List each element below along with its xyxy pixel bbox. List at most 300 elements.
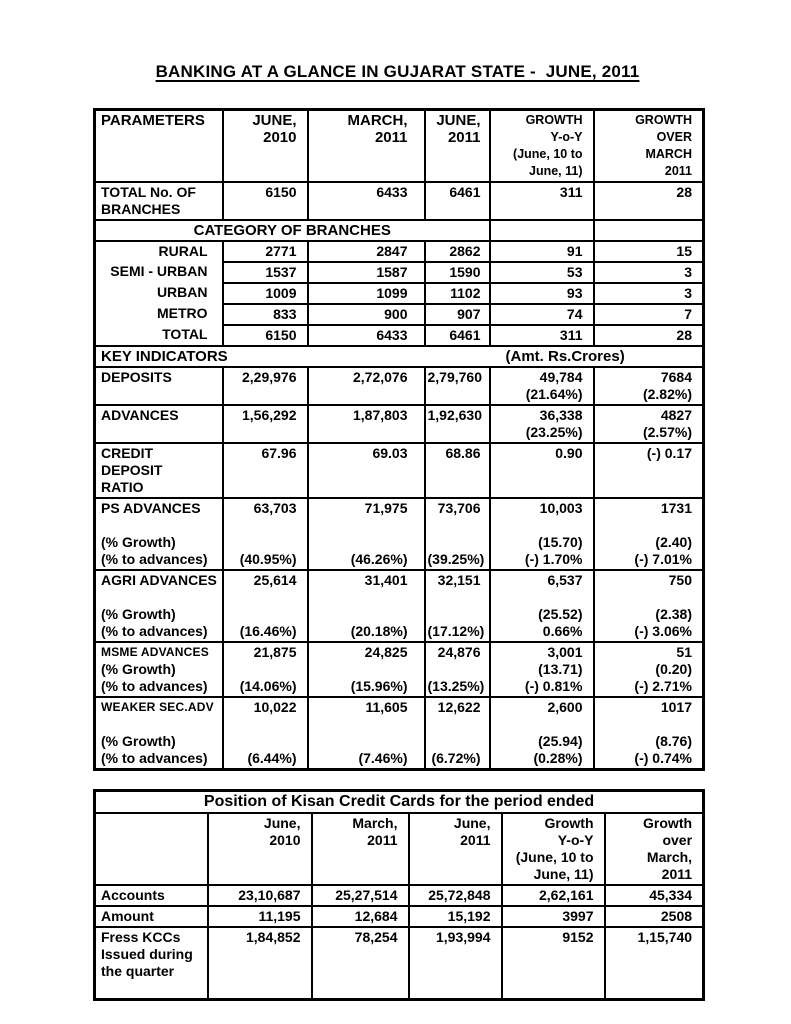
table-cell: [308, 283, 425, 304]
column-header-text: (June, 10 to: [515, 849, 594, 865]
row-label-text: PS ADVANCES: [101, 500, 201, 516]
section-header-text: KEY INDICATORS: [101, 348, 228, 365]
table-cell: [308, 262, 425, 283]
table-cell: [208, 906, 312, 927]
cell-value: 53: [566, 264, 583, 280]
column-header-text: over: [662, 832, 693, 848]
cell-value: 907: [457, 306, 481, 322]
column-header-text: June,: [453, 815, 491, 831]
cell-value: [226, 606, 297, 623]
table-cell: [308, 570, 425, 642]
column-header: [502, 813, 605, 885]
row-msme-advances: [95, 642, 704, 697]
cell-value: 15,192: [447, 908, 491, 924]
cell-value: 3,001: [547, 644, 583, 660]
cell-value: (14.06%): [239, 678, 297, 694]
column-header-text: June, 11): [529, 164, 583, 178]
header-row: [95, 813, 704, 885]
row-semi-urban: [95, 262, 704, 283]
column-header-text: MARCH,: [347, 112, 408, 129]
cell-value: (0.20): [655, 661, 692, 677]
table-cell: [308, 498, 425, 570]
cell-value: 1,15,740: [637, 929, 693, 945]
cell-value: (13.71): [538, 661, 583, 677]
cell-value: 2847: [376, 243, 408, 259]
cell-value: (46.26%): [350, 551, 408, 567]
column-header: [605, 813, 704, 885]
cell-value: 74: [566, 306, 583, 322]
row-label-text: Fress KCCs: [101, 929, 181, 945]
row-urban: [95, 283, 704, 304]
cell-value: 1537: [265, 264, 297, 280]
cell-value: [428, 716, 481, 733]
cell-value: (6.44%): [247, 750, 297, 766]
cell-value: 900: [384, 306, 408, 322]
table-title: [95, 791, 704, 814]
column-header-text: Growth: [643, 815, 693, 831]
cell-value: 25,27,514: [335, 887, 398, 903]
row-label-text: [101, 517, 220, 534]
cell-value: 1,56,292: [242, 407, 297, 423]
cell-value: 9152: [562, 929, 594, 945]
cell-value: 6461: [449, 184, 481, 200]
row-label: [95, 642, 223, 697]
table-cell: [605, 927, 704, 1000]
cell-value: 49,784: [539, 369, 583, 385]
row-weaker-sec-adv: [95, 697, 704, 770]
cell-value: 93: [566, 285, 583, 301]
cell-value: 4827: [660, 407, 692, 423]
table-cell: [425, 182, 490, 220]
empty-cell: [594, 220, 704, 241]
main-table: [93, 108, 705, 771]
cell-value: (0.28%): [533, 750, 583, 766]
row-label: [95, 182, 223, 220]
row-deposits: [95, 367, 704, 405]
cell-value: (16.46%): [239, 623, 297, 639]
cell-value: [311, 661, 408, 678]
table-cell: [594, 498, 704, 570]
cell-value: 1590: [449, 264, 481, 280]
cell-value: [226, 534, 297, 551]
cell-value: 2,62,161: [539, 887, 594, 903]
table-cell: [594, 642, 704, 697]
table-cell: [425, 697, 490, 770]
row-amount: [95, 906, 704, 927]
row-label: [95, 570, 223, 642]
cell-value: [311, 733, 408, 750]
cell-value: 1009: [265, 285, 297, 301]
cell-value: 311: [559, 184, 583, 200]
cell-value: (21.64%): [525, 386, 583, 402]
cell-value: 1102: [450, 285, 481, 301]
row-label-text: Accounts: [101, 887, 165, 903]
cell-value: 28: [676, 327, 692, 343]
row-label-text: AGRI ADVANCES: [101, 572, 217, 588]
table-cell: [425, 262, 490, 283]
table-cell: [409, 927, 502, 1000]
table-cell: [308, 325, 425, 346]
column-header-text: 2011: [661, 866, 693, 882]
row-label-text: (% to advances): [101, 623, 208, 639]
cell-value: [597, 589, 693, 606]
column-header-text: JUNE,: [436, 112, 481, 129]
table-cell: [425, 405, 490, 443]
table-cell: [223, 443, 308, 498]
table-cell: [308, 182, 425, 220]
cell-value: 0.90: [555, 445, 583, 461]
table-cell: [223, 367, 308, 405]
table-cell: [308, 697, 425, 770]
row-label-text: URBAN: [156, 284, 208, 300]
cell-value: (-) 0.81%: [524, 678, 583, 694]
main-table-body: [95, 110, 704, 770]
row-label-text: BRANCHES: [101, 201, 181, 217]
table-cell: [594, 405, 704, 443]
cell-value: 25,614: [253, 572, 297, 588]
cell-value: 6150: [265, 327, 297, 343]
row-total: [95, 325, 704, 346]
table-cell: [308, 367, 425, 405]
cell-value: 2862: [449, 243, 481, 259]
cell-value: (2.82%): [642, 386, 692, 402]
table-cell: [490, 570, 594, 642]
cell-value: 45,334: [649, 887, 693, 903]
table-cell: [223, 405, 308, 443]
cell-value: 63,703: [253, 500, 297, 516]
table-cell: [425, 283, 490, 304]
row-ps-advances: [95, 498, 704, 570]
cell-value: 78,254: [354, 929, 398, 945]
cell-value: 24,825: [364, 644, 408, 660]
cell-value: [428, 589, 481, 606]
table-cell: [502, 927, 605, 1000]
column-header-text: June, 11): [533, 866, 594, 882]
cell-value: [311, 534, 408, 551]
section-note-text: (Amt. Rs.Crores): [505, 348, 625, 365]
table-cell: [594, 283, 704, 304]
cell-value: (-) 0.74%: [634, 750, 692, 766]
cell-value: 28: [676, 184, 692, 200]
table-cell: [223, 182, 308, 220]
table-cell: [425, 498, 490, 570]
row-accounts: [95, 885, 704, 906]
cell-value: 1099: [376, 285, 408, 301]
row-label-text: DEPOSITS: [101, 369, 172, 385]
row-label-text: Amount: [101, 908, 154, 924]
cell-value: 3: [684, 285, 692, 301]
section-header-text: CATEGORY OF BRANCHES: [193, 222, 391, 239]
header-row: [95, 110, 704, 183]
row-label: [95, 367, 223, 405]
table-cell: [594, 241, 704, 262]
column-header-text: MARCH: [645, 147, 692, 161]
table-cell: [409, 885, 502, 906]
table-cell: [223, 570, 308, 642]
kisan-table-body: [95, 791, 704, 1000]
row-label: [95, 241, 223, 262]
cell-value: (-) 3.06%: [634, 623, 692, 639]
cell-value: 311: [559, 327, 583, 343]
cell-value: 2508: [660, 908, 693, 924]
cell-value: 833: [273, 306, 297, 322]
table-cell: [425, 304, 490, 325]
row-credit-deposit-ratio: [95, 443, 704, 498]
column-header-text: June,: [263, 815, 301, 831]
row-total-branches: [95, 182, 704, 220]
column-header-text: PARAMETERS: [101, 112, 205, 129]
cell-value: 2,72,076: [353, 369, 408, 385]
document-page: [0, 62, 791, 1024]
table-cell: [594, 304, 704, 325]
cell-value: 6150: [265, 184, 297, 200]
row-label: [95, 697, 223, 770]
row-metro: [95, 304, 704, 325]
cell-value: 23,10,687: [238, 887, 301, 903]
column-header-parameters: [95, 813, 208, 885]
table-cell: [308, 443, 425, 498]
table-cell: [425, 443, 490, 498]
cell-value: [493, 589, 583, 606]
cell-value: 67.96: [261, 445, 297, 461]
cell-value: 69.03: [372, 445, 408, 461]
row-category-of-branches: [95, 220, 704, 241]
table-cell: [409, 906, 502, 927]
cell-value: (8.76): [655, 733, 692, 749]
row-label-text: METRO: [156, 305, 208, 321]
cell-value: (17.12%): [427, 623, 485, 639]
cell-value: [311, 589, 408, 606]
table-cell: [490, 498, 594, 570]
column-header: [208, 813, 312, 885]
cell-value: 31,401: [364, 572, 408, 588]
cell-value: [311, 517, 408, 534]
cell-value: 10,003: [539, 500, 583, 516]
section-note: [490, 346, 704, 367]
row-label-text: ADVANCES: [101, 407, 179, 423]
table-cell: [594, 367, 704, 405]
cell-value: [311, 716, 408, 733]
table-cell: [223, 283, 308, 304]
cell-value: [226, 517, 297, 534]
column-header-text: JUNE,: [252, 112, 297, 129]
cell-value: 2771: [265, 243, 297, 259]
row-label: [95, 325, 223, 346]
cell-value: 68.86: [445, 445, 481, 461]
cell-value: [493, 517, 583, 534]
cell-value: (39.25%): [427, 551, 485, 567]
cell-value: (-) 7.01%: [634, 551, 692, 567]
cell-value: (23.25%): [525, 424, 583, 440]
cell-value: [311, 606, 408, 623]
row-label-text: [101, 980, 205, 997]
cell-value: 36,338: [539, 407, 583, 423]
table-cell: [223, 325, 308, 346]
table-cell: [425, 367, 490, 405]
table-cell: [594, 570, 704, 642]
cell-value: 7684: [660, 369, 692, 385]
row-key-indicators: [95, 346, 704, 367]
table-cell: [490, 283, 594, 304]
table-cell: [490, 367, 594, 405]
table-title-text: Position of Kisan Credit Cards for the period ended: [203, 793, 595, 810]
table-cell: [312, 927, 409, 1000]
row-label-text: MSME ADVANCES: [101, 645, 209, 659]
cell-value: 1587: [376, 264, 408, 280]
cell-value: (2.38): [655, 606, 692, 622]
cell-value: [597, 716, 693, 733]
row-label-text: (% Growth): [101, 606, 176, 622]
cell-value: 25,72,848: [428, 887, 491, 903]
table-cell: [594, 697, 704, 770]
column-header-text: (June, 10 to: [513, 147, 583, 161]
row-label: [95, 927, 208, 1000]
row-label: [95, 498, 223, 570]
cell-value: (13.25%): [427, 678, 485, 694]
cell-value: [597, 517, 693, 534]
row-label: [95, 304, 223, 325]
table-cell: [425, 241, 490, 262]
cell-value: 11,195: [258, 908, 301, 924]
row-label-text: the quarter: [101, 963, 175, 979]
cell-value: (-) 2.71%: [634, 678, 692, 694]
column-header: [223, 110, 308, 183]
cell-value: 1731: [660, 500, 692, 516]
table-cell: [223, 697, 308, 770]
column-header: [409, 813, 502, 885]
cell-value: (25.52): [538, 606, 583, 622]
column-header-text: GROWTH: [635, 113, 692, 127]
cell-value: 24,876: [437, 644, 481, 660]
table-cell: [490, 241, 594, 262]
table-cell: [308, 405, 425, 443]
column-header-text: March,: [352, 815, 398, 831]
row-label: [95, 906, 208, 927]
table-cell: [605, 906, 704, 927]
table-cell: [308, 241, 425, 262]
table-cell: [490, 443, 594, 498]
cell-value: 3: [684, 264, 692, 280]
table-cell: [223, 304, 308, 325]
table-cell: [594, 262, 704, 283]
page-title: BANKING AT A GLANCE IN GUJARAT STATE - JUNE, 2011: [155, 62, 640, 81]
table-cell: [223, 262, 308, 283]
column-header-text: Y-o-Y: [550, 130, 583, 144]
row-label-text: SEMI - URBAN: [110, 263, 208, 279]
table-cell: [425, 325, 490, 346]
column-header-text: Growth: [544, 815, 594, 831]
table-cell: [605, 885, 704, 906]
table-cell: [308, 642, 425, 697]
table-title-row: [95, 791, 704, 814]
empty-cell: [490, 220, 594, 241]
column-header: [425, 110, 490, 183]
table-cell: [490, 697, 594, 770]
column-header-text: 2010: [269, 832, 301, 848]
table-cell: [490, 262, 594, 283]
cell-value: 0.66%: [542, 623, 583, 639]
table-cell: [502, 906, 605, 927]
table-cell: [490, 405, 594, 443]
row-fresh-kccs: [95, 927, 704, 1000]
column-header: [308, 110, 425, 183]
row-label: [95, 405, 223, 443]
column-header-text: OVER: [656, 130, 692, 144]
row-label-text: TOTAL No. OF: [101, 184, 196, 200]
column-header: [312, 813, 409, 885]
row-label-text: RATIO: [101, 479, 144, 495]
column-header-text: 2011: [447, 129, 481, 146]
row-label: [95, 283, 223, 304]
table-cell: [490, 182, 594, 220]
cell-value: 6,537: [547, 572, 583, 588]
row-label: [95, 262, 223, 283]
column-header-text: [101, 815, 205, 832]
row-label-text: [101, 589, 220, 606]
cell-value: (-) 0.17: [646, 445, 692, 461]
cell-value: 51: [676, 644, 692, 660]
table-cell: [223, 642, 308, 697]
cell-value: 1017: [660, 699, 692, 715]
row-label-text: [101, 716, 220, 733]
row-label-text: CREDIT: [101, 445, 154, 461]
row-label-text: (% to advances): [101, 678, 208, 694]
cell-value: 7: [684, 306, 692, 322]
row-label-text: Issued during: [101, 946, 193, 962]
row-label: [95, 885, 208, 906]
table-cell: [425, 642, 490, 697]
cell-value: [226, 716, 297, 733]
cell-value: 71,975: [364, 500, 408, 516]
cell-value: [226, 661, 297, 678]
row-label-text: (% Growth): [101, 733, 176, 749]
cell-value: [428, 661, 481, 678]
cell-value: (6.72%): [431, 750, 481, 766]
table-cell: [208, 927, 312, 1000]
cell-value: 1,92,630: [427, 407, 482, 423]
row-label-text: DEPOSIT: [101, 462, 163, 478]
cell-value: 21,875: [253, 644, 297, 660]
column-header-parameters: [95, 110, 223, 183]
column-header-text: 2011: [367, 832, 398, 848]
table-cell: [594, 443, 704, 498]
cell-value: [428, 733, 481, 750]
cell-value: (2.57%): [642, 424, 692, 440]
cell-value: 3997: [562, 908, 594, 924]
column-header-text: 2011: [374, 129, 408, 146]
column-header-text: 2011: [664, 164, 692, 178]
cell-value: 32,151: [437, 572, 481, 588]
table-cell: [594, 182, 704, 220]
cell-value: (15.96%): [350, 678, 408, 694]
table-cell: [490, 325, 594, 346]
cell-value: (7.46%): [358, 750, 408, 766]
table-cell: [594, 325, 704, 346]
cell-value: [493, 716, 583, 733]
row-label-text: (% Growth): [101, 534, 176, 550]
cell-value: 750: [668, 572, 692, 588]
table-cell: [312, 906, 409, 927]
cell-value: (-) 1.70%: [524, 551, 583, 567]
cell-value: 6433: [376, 184, 408, 200]
column-header: [490, 110, 594, 183]
cell-value: [428, 606, 481, 623]
table-cell: [490, 304, 594, 325]
cell-value: (25.94): [538, 733, 583, 749]
cell-value: 6461: [449, 327, 481, 343]
section-header: [95, 220, 490, 241]
table-cell: [308, 304, 425, 325]
